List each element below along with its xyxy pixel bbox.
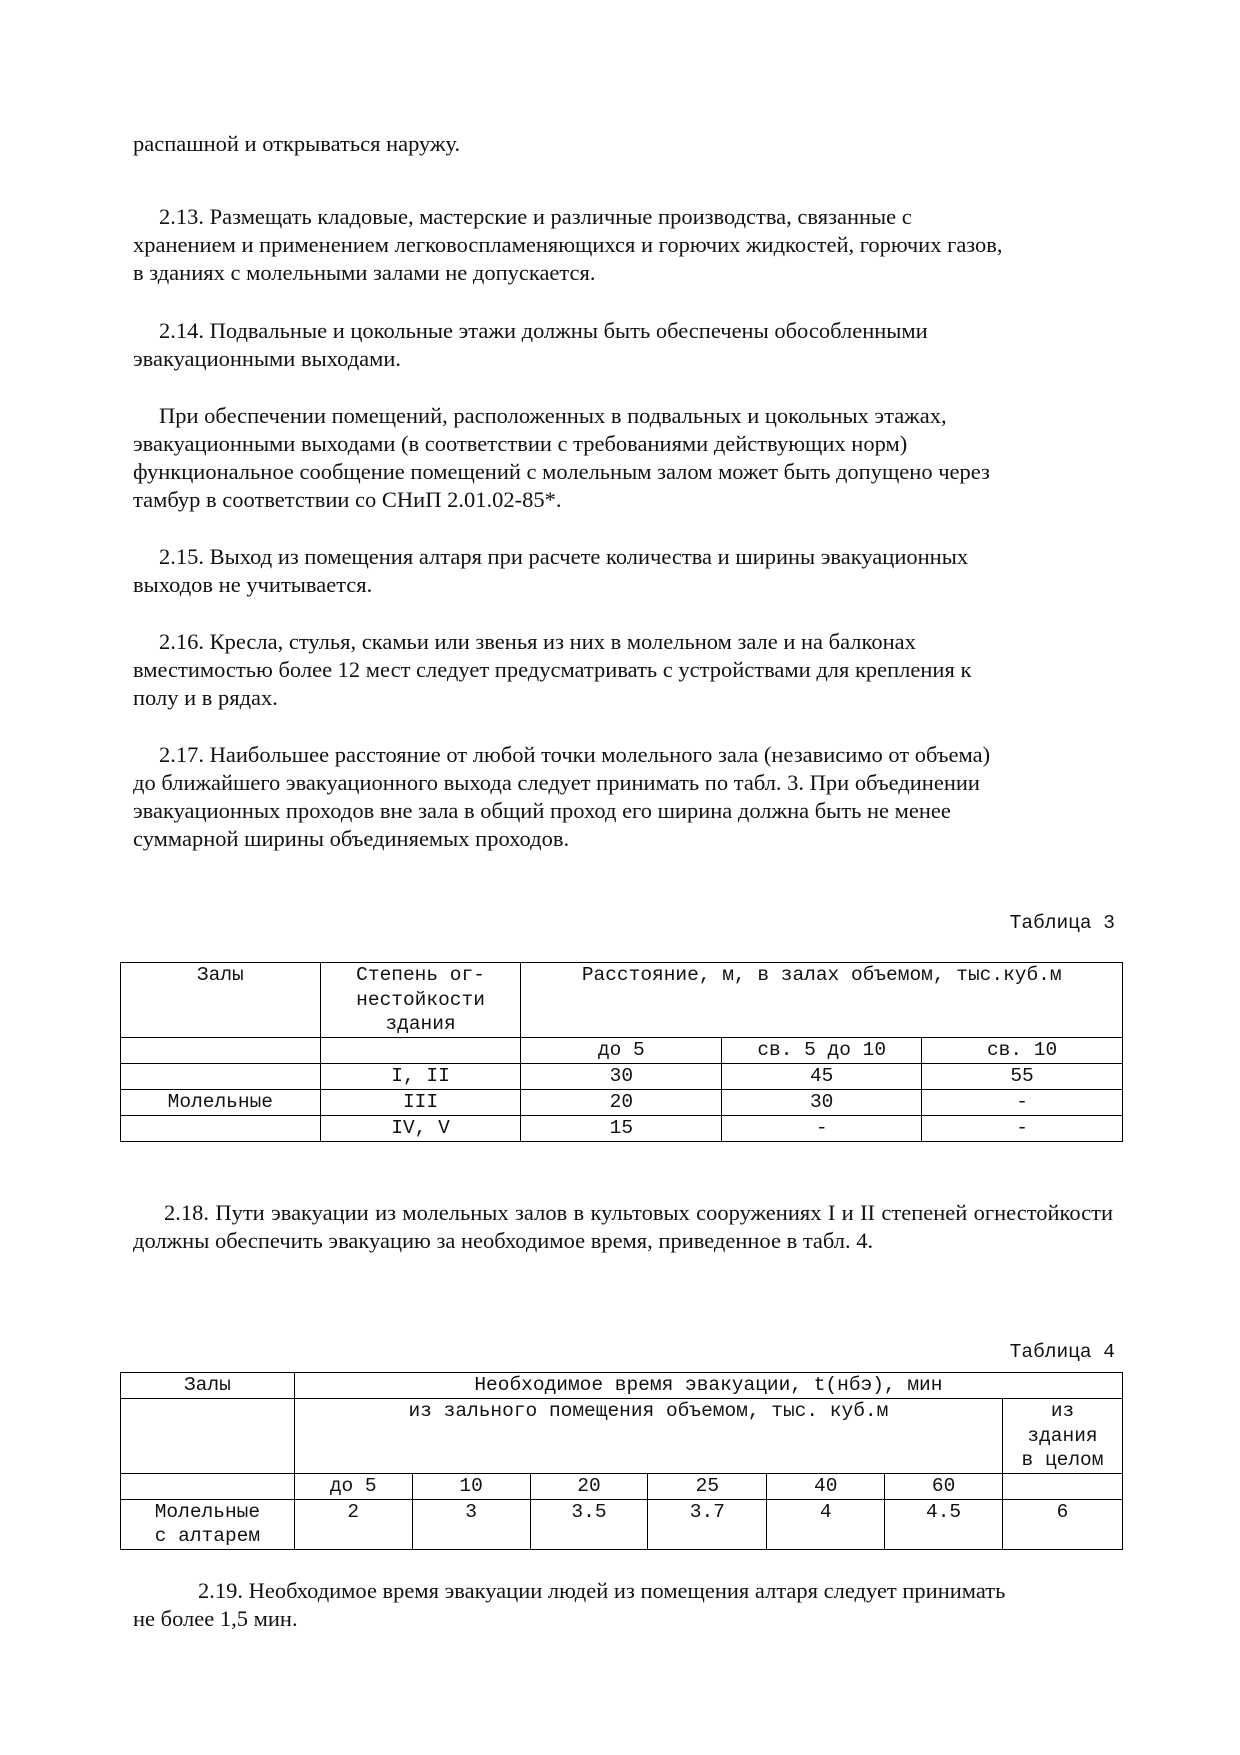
table-row <box>121 1089 1123 1115</box>
paragraph-2-14-b: При обеспечении помещений, расположенных в подвальных и цокольных этажах, эвакуационными выходами (в соответствии с требованиями действующих норм) функциональное сообщение помещений с молельным залом может быть допущено через тамбур в соответствии со СНиП 2.01.02-85*. <box>133 403 990 512</box>
table-4-header-time: Необходимое время эвакуации, t(нбэ), мин <box>294 1373 1122 1399</box>
table-4-row-hall: Молельные с алтарем <box>121 1499 295 1549</box>
table-row <box>121 1115 1123 1141</box>
table-cell <box>121 1115 321 1141</box>
table-4-col: 25 <box>648 1473 767 1499</box>
table-4-col: до 5 <box>294 1473 412 1499</box>
table-cell: 3 <box>412 1499 530 1549</box>
table-4-col: 20 <box>530 1473 648 1499</box>
table-row <box>121 1499 1123 1549</box>
table-cell: 4.5 <box>885 1499 1003 1549</box>
paragraph-2-13: 2.13. Размещать кладовые, мастерские и различные производства, связанные с хранением и применением легковоспламеняющихся и горючих жидкостей, горючих газов, в зданиях с молельными залами не допускается. <box>133 204 1003 285</box>
paragraph-2-19: 2.19. Необходимое время эвакуации людей из помещения алтаря следует принимать не более 1,5 мин. <box>133 1578 1006 1631</box>
paragraph-2-14: 2.14. Подвальные и цокольные этажи должны быть обеспечены обособленными эвакуационными выходами. <box>133 318 928 371</box>
table-cell: - <box>722 1115 922 1141</box>
table-cell: 4 <box>767 1499 885 1549</box>
table-3-subheader-row <box>121 1037 1123 1063</box>
table-4-col: 40 <box>767 1473 885 1499</box>
paragraph-2-15: 2.15. Выход из помещения алтаря при расчете количества и ширины эвакуационных выходов не учитывается. <box>133 544 969 597</box>
table-4-header-row <box>121 1373 1123 1399</box>
table-cell: IV, V <box>320 1115 521 1141</box>
table-3-col-1: до 5 <box>521 1037 722 1063</box>
table-3-col-2: св. 5 до 10 <box>722 1037 922 1063</box>
table-cell: 55 <box>922 1063 1123 1089</box>
table-cell: Молельные <box>121 1089 321 1115</box>
table-cell: - <box>922 1115 1123 1141</box>
table-cell: 2 <box>294 1499 412 1549</box>
paragraph-2-17: 2.17. Наибольшее расстояние от любой точки молельного зала (независимо от объема) до ближайшего эвакуационного выхода следует принимать по табл. 3. При объединении эвакуационных проходов вне зала в общий проход его ширина должна быть не менее суммарной ширины объединяемых проходов. <box>133 742 991 851</box>
table-4-caption: Таблица 4 <box>1009 1341 1115 1363</box>
table-cell: - <box>922 1089 1123 1115</box>
table-4-header-room: из зального помещения объемом, тыс. куб.м <box>294 1399 1002 1474</box>
table-4 <box>120 1372 1123 1550</box>
table-3 <box>120 962 1123 1142</box>
table-cell: 45 <box>722 1063 922 1089</box>
table-cell: I, II <box>320 1063 521 1089</box>
table-cell: 30 <box>521 1063 722 1089</box>
table-4-col: 60 <box>885 1473 1003 1499</box>
table-row <box>121 1063 1123 1089</box>
table-3-header-fire-resistance: Степень ог- нестойкости здания <box>320 963 521 1038</box>
table-cell: 3.7 <box>648 1499 767 1549</box>
table-cell: 3.5 <box>530 1499 648 1549</box>
table-4-header-halls: Залы <box>121 1373 295 1399</box>
table-cell: 6 <box>1003 1499 1123 1549</box>
table-3-header-halls: Залы <box>121 963 321 1038</box>
table-cell: 20 <box>521 1089 722 1115</box>
table-4-col: 10 <box>412 1473 530 1499</box>
paragraph-2-12-end: распашной и открываться наружу. <box>133 131 461 156</box>
table-cell <box>121 1063 321 1089</box>
table-4-columns-row <box>121 1473 1123 1499</box>
paragraph-2-18: 2.18. Пути эвакуации из молельных залов в культовых сооружениях I и II степеней огнестойкости должны обеспечить эвакуацию за необходимое время, приведенное в табл. 4. <box>133 1200 1113 1253</box>
table-4-header-building: из здания в целом <box>1003 1399 1123 1474</box>
table-4-subheader-row <box>121 1399 1123 1474</box>
table-cell: III <box>320 1089 521 1115</box>
table-3-header-distance: Расстояние, м, в залах объемом, тыс.куб.м <box>521 963 1123 1038</box>
table-3-col-3: св. 10 <box>922 1037 1123 1063</box>
table-3-caption: Таблица 3 <box>1009 912 1115 934</box>
table-cell: 15 <box>521 1115 722 1141</box>
paragraph-2-16: 2.16. Кресла, стулья, скамьи или звенья из них в молельном зале и на балконах вместимостью более 12 мест следует предусматривать с устройствами для крепления к полу и в рядах. <box>133 629 972 710</box>
table-3-header-row <box>121 963 1123 1038</box>
table-cell: 30 <box>722 1089 922 1115</box>
